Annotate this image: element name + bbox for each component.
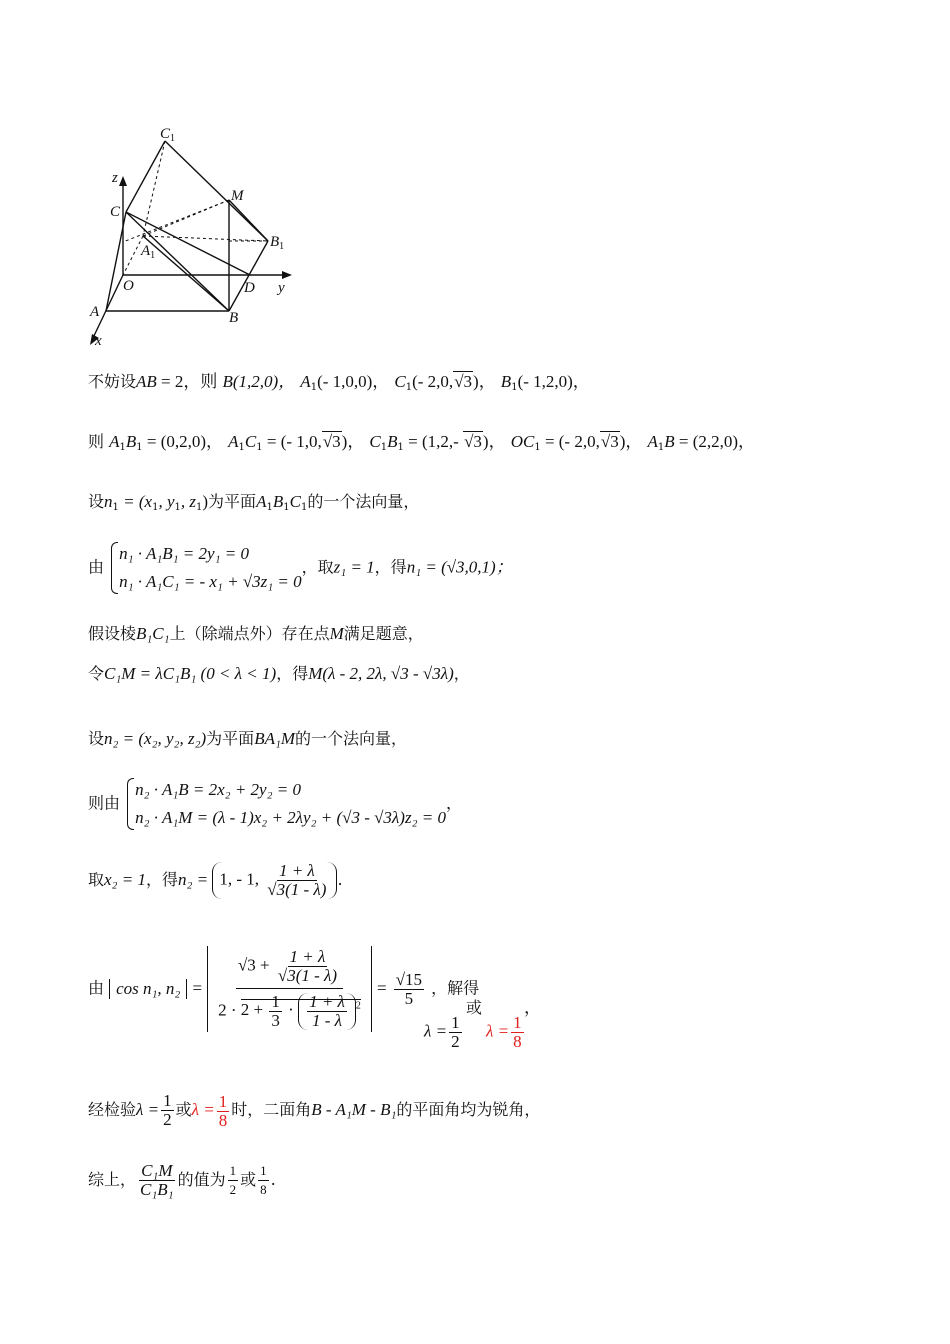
line-4: 由 n₁ · A₁B₁ = 2y₁ = 0 n₁ · A₁C₁ = - x₁ + √3z₁ = 0 ，取z₁ = 1，得n₁ = (√3,0,1)； — [88, 540, 513, 596]
label-B: B — [229, 310, 239, 326]
label-D: D — [244, 280, 255, 296]
line-9: 取x₂ = 1，得n₂ = 1, - 1, $\frac{1 + \lambda}{√3(1 - \lambda)}$ . — [88, 861, 343, 899]
line-5: 假设棱B₁C₁上（除端点外）存在点M满足题意， — [88, 624, 424, 643]
geometry-figure — [80, 118, 310, 350]
line-1: 不妨设AB = 2，则 B(1,2,0)， $A_1(-$ 1,0,0)， $C_1(-$ 2,0,√3)， $B_1(-$ 1,2,0)， — [88, 372, 590, 393]
label-A1: $A_1$ — [141, 243, 156, 261]
label-x: x — [95, 333, 102, 349]
label-z: z — [112, 170, 118, 186]
label-y: y — [278, 280, 285, 296]
label-O: O — [123, 278, 134, 294]
line-10: 由 cos n₁, n₂ = √3 + $\frac{1 + \lambda}{√3(1 - \lambda)}$ 2 · 2 + $\frac{1}{3}$ · $\frac{1 + \lambda}{1 - \lambda}$ $^2$ = $\frac{√15}{5}$ ，解得 — [88, 947, 480, 1030]
line-2: 则 $A_1B_1 = (0,2,0)$， $A_1C_1$ = (- 1,0,√3)， $C_1B_1 = (1,2,-$ √3)， $OC_1$ = (- 2,0,√3)， $A_1B = (2,2,0)$， — [88, 432, 756, 453]
label-C: C — [110, 204, 121, 220]
label-C1: $C_1$ — [160, 126, 176, 144]
line-6: 令C₁M = λC₁B₁ (0 < λ < 1)，得M(λ - 2, 2λ, √3 - √3λ)， — [88, 664, 470, 683]
n2-vector: 1, - 1, $\frac{1 + \lambda}{√3(1 - \lambda)}$ — [212, 862, 337, 899]
document-page: $C_1$ z C M $A_1$ $B_1$ O D y A B x 不妨设AB = 2，则 B(1,2,0)， $A_1(-$ 1,0,0)， $C_1(-$ 2,0,√3)， $B_1(-$ 1,2,0)， 则 $A_1B_1 = (0,2,0)$， $A_1C_1$ = (- 1,0,√3)， $C_1B_1 = (1,2,-$ √3)， $OC_1$ = (- 2,0,√3)， $A_1B = (2,2,0)$， 设$n_1 = (x_1$, $y_1$, $z_1$)为平面$A_1B_1C_1$的一个法向量， 由 n₁ · A₁B₁ = 2y₁ = 0 n₁ · A₁C₁ = - x₁ + √3z₁ = 0 ，取z₁ = 1，得n₁ = (√3,0,1)； 假设棱B₁C₁上（除端点外）存在点M满足题意， 令C₁M = λC₁B₁ (0 < λ < 1)，得M(λ - 2, 2λ, √3 - √3λ)， 设n₂ = (x₂, y₂, z₂)为平面BA₁M的一个法向量， 则由 n₂ · A₁B = 2x₂ + 2y₂ = 0 n₂ · A₁M = (λ - 1)x₂ + 2λy₂ + (√3 - √3λ)z₂ = 0 ， 取x₂ = 1，得n₂ = 1, - 1, $\frac{1 + \lambda}{√3(1 - \lambda)}$ . 由 cos n₁, n₂ = √3 + $\frac{1 + \lambda}{√3(1 - \lambda)}$ 2 · 2 + $\frac{1}{3}$ · $\frac{1 + \lambda}{1 - \lambda}$ $^2$ = $\frac{√15}{5}$ ，解得 或 ， λ = $\frac{1}{2}$ λ = $\frac{1}{8}$ 经检验λ = $\frac{1}{2}$ 或λ = $\frac{1}{8}$ 时，二面角B - A₁M - B₁的平面角均为锐角， 综上， $\frac{\text{C₁M}}{\text{C₁B₁}}$ 的值为 $\frac{1}{2}$ 或 $\frac{1}{8}$ . — [0, 0, 950, 1344]
cos-fraction: √3 + $\frac{1 + \lambda}{√3(1 - \lambda)}$ 2 · 2 + $\frac{1}{3}$ · $\frac{1 + \lambda}{1 - \lambda}$ $^2$ — [207, 946, 372, 1032]
cos-abs: cos n₁, n₂ — [109, 979, 187, 999]
line-3: 设$n_1 = (x_1$, $y_1$, $z_1$)为平面$A_1B_1C_1$的一个法向量， — [88, 492, 420, 513]
label-A: A — [90, 304, 100, 320]
line-11: 经检验λ = $\frac{1}{2}$ 或λ = $\frac{1}{8}$ 时，二面角B - A₁M - B₁的平面角均为锐角， — [88, 1091, 541, 1130]
label-B1: $B_1$ — [270, 234, 285, 252]
equation-system-1: n₁ · A₁B₁ = 2y₁ = 0 n₁ · A₁C₁ = - x₁ + √3z₁ = 0 — [109, 540, 302, 596]
line-7: 设n₂ = (x₂, y₂, z₂)为平面BA₁M的一个法向量， — [88, 729, 408, 748]
line-8: 则由 n₂ · A₁B = 2x₂ + 2y₂ = 0 n₂ · A₁M = (λ - 1)x₂ + 2λy₂ + (√3 - √3λ)z₂ = 0 ， — [88, 776, 462, 832]
line-12: 综上， $\frac{\text{C₁M}}{\text{C₁B₁}}$ 的值为 $\frac{1}{2}$ 或 $\frac{1}{8}$ . — [88, 1161, 276, 1199]
equation-system-2: n₂ · A₁B = 2x₂ + 2y₂ = 0 n₂ · A₁M = (λ - 1)x₂ + 2λy₂ + (√3 - √3λ)z₂ = 0 — [125, 776, 446, 832]
label-M: M — [231, 188, 244, 204]
